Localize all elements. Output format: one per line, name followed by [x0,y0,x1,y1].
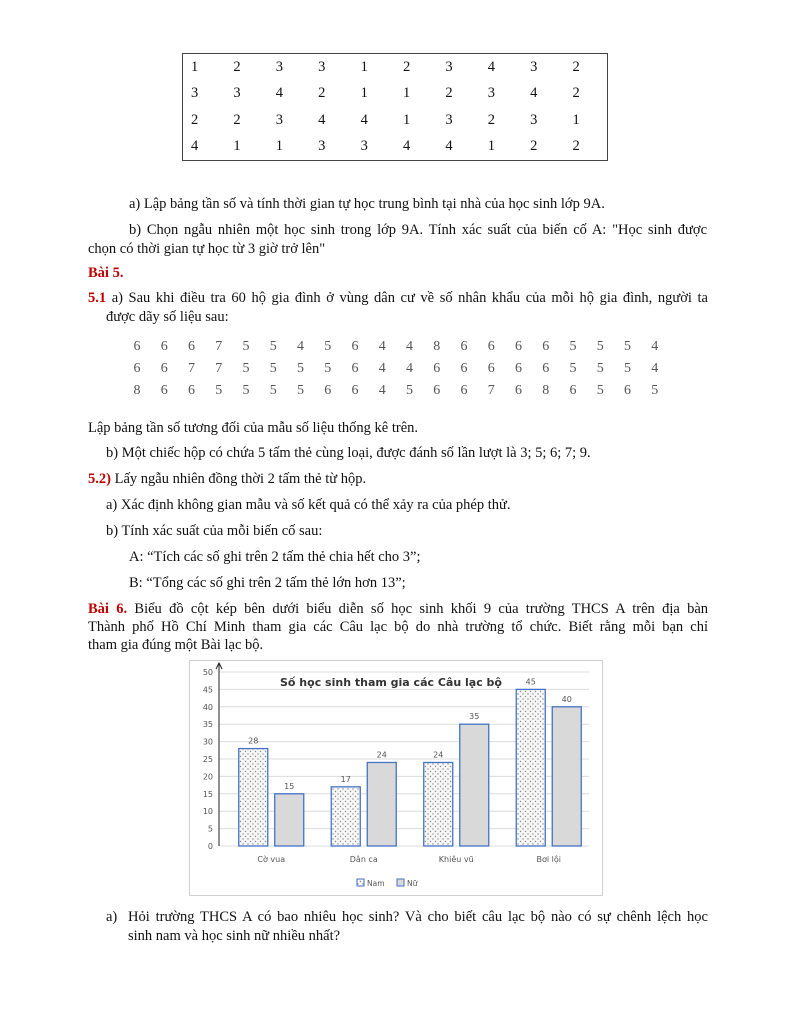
sequence-value: 4 [651,339,659,354]
category-label: Khiêu vũ [438,855,474,864]
table-cell: 2 [530,138,538,155]
sequence-value: 5 [269,383,277,398]
table-cell: 1 [360,85,368,102]
sequence-value: 5 [569,361,577,376]
y-tick-label: 45 [202,685,213,695]
table-cell: 1 [402,85,411,102]
sequence-value: 5 [596,383,604,398]
sequence-value: 7 [188,361,195,376]
sequence-value: 6 [188,383,195,398]
table-cell: 2 [572,85,580,102]
sequence-value: 8 [133,383,141,398]
table-cell: 2 [487,111,495,128]
bar-nu [552,707,581,846]
sequence-value: 4 [297,339,304,354]
table-cell: 1 [487,138,495,155]
sequence-value: 4 [406,339,413,354]
sequence-value: 6 [433,383,441,398]
sequence-value: 6 [133,339,141,354]
table-cell: 3 [275,111,284,128]
y-tick-label: 30 [202,737,213,747]
question-5-2a: a) Xác định không gian mẫu và số kết quả có thể xảy ra của phép thử. [106,497,511,513]
table-cell: 1 [402,111,411,128]
data-label: 24 [433,750,444,760]
sequence-value: 6 [569,383,577,398]
bai6-text1: Biểu đồ cột kép bên dưới biểu diễn số học sinh khối 9 của trường THCS A trên địa bàn [127,601,709,617]
sequence-value: 4 [378,339,386,354]
data-label: 28 [248,736,259,746]
table-cell: 3 [530,111,538,128]
sequence-value: 6 [351,383,359,398]
sequence-value: 5 [324,339,332,354]
table-row [183,107,608,133]
sequence-value: 5 [297,383,304,398]
table-cell: 3 [318,138,326,155]
y-tick-label: 0 [207,842,213,851]
sequence-value: 5 [624,361,631,376]
table-cell: 4 [487,58,495,75]
sequence-value: 5 [651,383,659,398]
data-label: 35 [469,712,480,722]
table-cell: 3 [318,58,326,75]
table-cell: 4 [318,111,326,128]
sequence-value: 6 [515,383,522,398]
club-bar-chart [189,660,603,896]
y-tick-label: 50 [202,668,213,677]
y-tick-label: 5 [207,824,213,834]
legend-swatch-nu [397,879,404,886]
data-label: 17 [340,774,351,784]
study-hours-table [182,53,608,161]
bai6-heading: Bài 6. [88,601,128,617]
sequence-value: 8 [433,339,441,354]
sequence-value: 6 [160,361,168,376]
table-cell: 2 [572,58,580,75]
q52-number: 5.2) [88,471,111,487]
bar-nam [331,787,360,846]
data-label: 15 [284,781,295,791]
table-cell: 2 [572,138,580,155]
event-a: A: “Tích các số ghi trên 2 tấm thẻ chia hết cho 3”; [129,549,421,565]
q51-number: 5.1 [88,290,107,306]
bar-nam [424,762,453,846]
table-cell: 4 [191,138,199,155]
sequence-value: 5 [242,383,250,398]
table-row [183,81,608,107]
table-cell: 4 [275,85,284,102]
sequence-value: 5 [215,383,223,398]
table-cell: 4 [530,85,538,102]
table-row [183,54,608,81]
sequence-value: 7 [215,361,223,376]
y-tick-label: 15 [202,789,213,799]
sequence-value: 6 [351,339,359,354]
bai6-line3: tham gia đúng một Bài lạc bộ. [88,637,264,653]
sequence-row-3 [126,383,666,399]
sequence-value: 6 [160,339,168,354]
sequence-value: 5 [596,361,604,376]
sequence-value: 8 [542,383,550,398]
data-label: 24 [376,750,387,760]
bai6-line1 [88,601,708,618]
question-5-2b: b) Tính xác suất của mỗi biến cố sau: [106,523,323,539]
sequence-value: 6 [433,361,441,376]
sequence-value: 6 [542,339,550,354]
bar-nu [275,794,304,846]
question-4a: a) Lập bảng tần số và tính thời gian tự học trung bình tại nhà của học sinh lớp 9A. [129,196,605,212]
table-cell: 1 [233,138,241,155]
table-cell: 1 [191,58,199,75]
category-label: Dân ca [349,855,378,864]
q52-text: Lấy ngẫu nhiên đồng thời 2 tấm thẻ từ hộp. [110,471,367,487]
category-label: Cờ vua [257,855,286,864]
question-6a-text1: Hỏi trường THCS A có bao nhiêu học sinh? Và cho biết câu lạc bộ nào có sự chênh lệch học [128,909,708,925]
table-cell: 1 [360,58,368,75]
bar-nam [239,749,268,846]
table-cell: 3 [275,58,284,75]
sequence-value: 6 [515,339,522,354]
sequence-value: 5 [596,339,604,354]
legend-label: Nam [367,879,385,888]
data-label: 45 [525,677,536,687]
y-tick-label: 10 [202,807,213,817]
table-cell: 3 [233,85,241,102]
legend-label: Nữ [407,879,418,888]
table-cell: 3 [360,138,368,155]
question-5-1a-line2: được dãy số liệu sau: [106,309,229,325]
legend-swatch-nam [357,879,364,886]
question-6a-line1 [128,909,708,926]
y-tick-label: 35 [202,720,213,730]
q51a-text: a) Sau khi điều tra 60 hộ gia đình ở vùng dân cư về số nhân khẩu của mỗi hộ gia đình, người ta [106,290,708,306]
sequence-row-2 [126,361,666,377]
sequence-value: 5 [242,339,250,354]
sequence-value: 4 [651,361,659,376]
table-cell: 2 [318,85,326,102]
bai5-heading: Bài 5. [88,265,124,281]
sequence-value: 5 [297,361,304,376]
event-b: B: “Tổng các số ghi trên 2 tấm thẻ lớn hơn 13”; [129,575,406,591]
question-6a-line2: sinh nam và học sinh nữ nhiều nhất? [128,928,341,944]
data-label: 40 [561,694,572,704]
sequence-row-1 [126,339,666,355]
sequence-value: 6 [351,361,359,376]
table-cell: 1 [275,138,284,155]
y-tick-label: 20 [202,772,213,782]
bar-nu [367,762,396,846]
sequence-value: 6 [460,383,468,398]
question-4b-line2: chọn có thời gian tự học từ 3 giờ trở lên" [88,241,326,257]
sequence-value: 6 [624,383,631,398]
sequence-value: 7 [215,339,223,354]
sequence-value: 6 [460,361,468,376]
bar-nu [460,724,489,846]
y-tick-label: 25 [202,755,213,764]
sequence-value: 6 [324,383,332,398]
sequence-value: 5 [269,361,277,376]
bai6-text2: Thành phố Hồ Chí Minh tham gia các Câu lạc bộ do nhà trường tổ chức. Biết rằng mỗi bạn chỉ [88,619,708,635]
bai6-line2 [88,619,708,636]
sequence-value: 4 [378,383,386,398]
question-4b-line1 [129,222,707,239]
table-cell: 4 [360,111,368,128]
table-cell: 3 [191,85,199,102]
question-5-1b: b) Một chiếc hộp có chứa 5 tấm thẻ cùng loại, được đánh số lần lượt là 3; 5; 6; 7; 9. [106,445,591,461]
table-cell: 2 [233,111,241,128]
sequence-value: 6 [188,339,195,354]
sequence-value: 6 [460,339,468,354]
sequence-value: 5 [406,383,413,398]
sequence-value: 7 [487,383,495,398]
table-cell: 3 [445,58,453,75]
relative-frequency-task: Lập bảng tần số tương đối của mẫu số liệu thống kê trên. [88,420,419,436]
question-5-1a [88,290,708,307]
table-cell: 3 [530,58,538,75]
sequence-value: 5 [569,339,577,354]
sequence-value: 5 [324,361,332,376]
table-cell: 1 [572,111,580,128]
y-tick-label: 40 [202,702,213,712]
table-cell: 2 [445,85,453,102]
question-5-2 [88,471,366,488]
table-cell: 4 [445,138,453,155]
table-cell: 2 [233,58,241,75]
sequence-value: 6 [515,361,522,376]
question-4b-text1: b) Chọn ngẫu nhiên một học sinh trong lớp 9A. Tính xác suất của biến cố A: "Học sinh được [129,222,707,238]
table-cell: 3 [445,111,453,128]
sequence-value: 5 [624,339,631,354]
sequence-value: 6 [487,339,495,354]
sequence-value: 4 [406,361,413,376]
sequence-value: 6 [160,383,168,398]
category-label: Bơi lội [536,855,561,864]
table-cell: 4 [402,138,411,155]
chart-title: Số học sinh tham gia các Câu lạc bộ [280,676,502,689]
question-6a-label: a) [106,909,118,925]
sequence-value: 5 [242,361,250,376]
sequence-value: 6 [487,361,495,376]
bar-nam [516,689,545,846]
table-cell: 2 [402,58,411,75]
sequence-value: 6 [542,361,550,376]
table-cell: 3 [487,85,495,102]
sequence-value: 5 [269,339,277,354]
table-row [183,133,608,160]
table-cell: 2 [191,111,199,128]
sequence-value: 4 [378,361,386,376]
sequence-value: 6 [133,361,141,376]
